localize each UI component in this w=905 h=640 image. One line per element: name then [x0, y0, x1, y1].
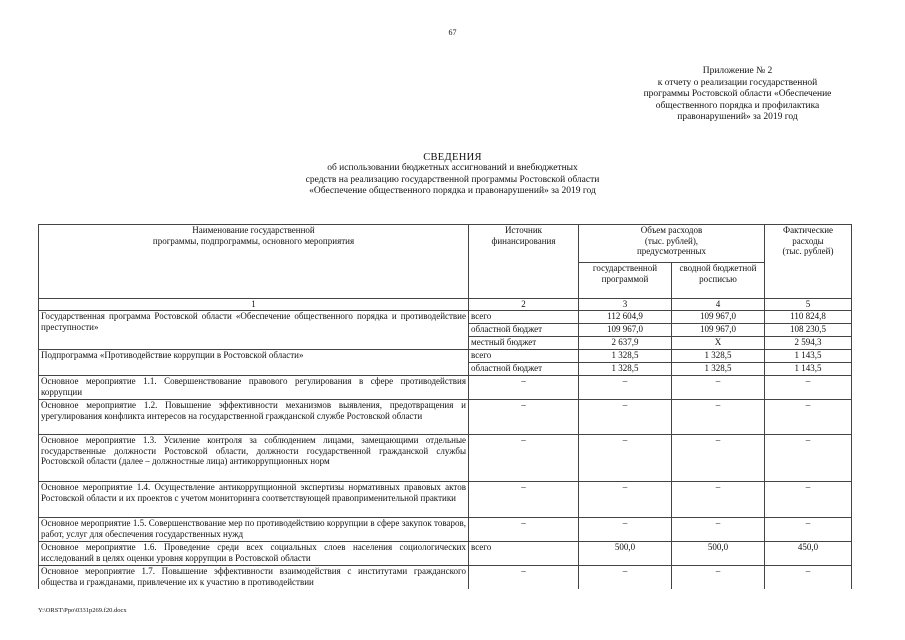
- fact-cell: 450,0: [765, 542, 852, 566]
- col-number: 3: [579, 299, 672, 311]
- title-line: средств на реализацию государственной программы Ростовской области: [305, 174, 600, 185]
- plan-cell: –: [579, 400, 672, 435]
- list-cell: 500,0: [672, 542, 765, 566]
- plan-cell: –: [579, 566, 672, 589]
- file-path-footer: Y:\ORST\Ppo\0331p269.f20.docx: [38, 607, 127, 614]
- title-line: «Обеспечение общественного порядка и правонарушений» за 2019 год: [309, 186, 596, 197]
- header-name: Наименование государственной программы, подпрограммы, основного мероприятия: [39, 225, 469, 299]
- source-cell: областной бюджет: [469, 363, 579, 376]
- source-cell: –: [469, 566, 579, 589]
- source-cell: всего: [469, 311, 579, 324]
- program-name: Государственная программа Ростовской области «Обеспечение общественного порядка и противодействие преступности»: [39, 311, 469, 350]
- document-title: [0, 152, 905, 198]
- header-state-program: государственной программой: [579, 263, 672, 299]
- measure-name: Основное мероприятие 1.3. Усиление контроля за соблюдением лицами, замещающими отдельные государственные должности Ростовской области, должности государственной гражданской службы Ростовской области (далее – должностные лица) антикоррупционных норм: [39, 435, 469, 482]
- source-cell: всего: [469, 542, 579, 566]
- plan-cell: –: [579, 518, 672, 542]
- col-number: 5: [765, 299, 852, 311]
- header-volume: Объем расходов (тыс. рублей), предусмотренных: [579, 225, 765, 263]
- source-cell: –: [469, 435, 579, 482]
- page-number: 67: [448, 28, 457, 37]
- col-number: 4: [672, 299, 765, 311]
- list-cell: Х: [672, 337, 765, 350]
- measure-name: Основное мероприятие 1.7. Повышение эффективности взаимодействия с институтами гражданского общества и гражданами, привлечение их к участию в противодействии: [39, 566, 469, 589]
- header-budget-list: сводной бюджетной росписью: [672, 263, 765, 299]
- title-heading: СВЕДЕНИЯ: [423, 152, 482, 163]
- fact-cell: 1 143,5: [765, 363, 852, 376]
- source-cell: местный бюджет: [469, 337, 579, 350]
- list-cell: 109 967,0: [672, 311, 765, 324]
- plan-cell: –: [579, 376, 672, 400]
- fact-cell: 108 230,5: [765, 324, 852, 337]
- source-cell: областной бюджет: [469, 324, 579, 337]
- list-cell: –: [672, 482, 765, 518]
- list-cell: 109 967,0: [672, 324, 765, 337]
- budget-table: [38, 224, 852, 589]
- list-cell: 1 328,5: [672, 363, 765, 376]
- source-cell: всего: [469, 350, 579, 363]
- plan-cell: 109 967,0: [579, 324, 672, 337]
- list-cell: –: [672, 376, 765, 400]
- appendix-line: к отчету о реализации государственной: [657, 77, 818, 88]
- header-source: Источник финансирования: [469, 225, 579, 299]
- appendix-line: программы Ростовской области «Обеспечение: [643, 89, 832, 100]
- fact-cell: 2 594,3: [765, 337, 852, 350]
- appendix-line: правонарушений» за 2019 год: [677, 112, 798, 123]
- plan-cell: 1 328,5: [579, 350, 672, 363]
- measure-name: Основное мероприятие 1.6. Проведение среди всех социальных слоев населения социологических исследований в целях оценки уровня коррупции в Ростовской области: [39, 542, 469, 566]
- measure-name: Основное мероприятие 1.1. Совершенствование правового регулирования в сфере противодействия коррупции: [39, 376, 469, 400]
- plan-cell: –: [579, 435, 672, 482]
- fact-cell: –: [765, 435, 852, 482]
- list-cell: –: [672, 518, 765, 542]
- plan-cell: 500,0: [579, 542, 672, 566]
- source-cell: –: [469, 400, 579, 435]
- list-cell: –: [672, 400, 765, 435]
- plan-cell: 112 604,9: [579, 311, 672, 324]
- fact-cell: 1 143,5: [765, 350, 852, 363]
- appendix-line: общественного порядка и профилактика: [655, 100, 820, 111]
- plan-cell: 1 328,5: [579, 363, 672, 376]
- fact-cell: –: [765, 376, 852, 400]
- appendix-note: [620, 66, 855, 124]
- fact-cell: –: [765, 400, 852, 435]
- measure-name: Основное мероприятие 1.2. Повышение эффективности механизмов выявления, предотвращения и урегулирования конфликта интересов на государственной гражданской службе Ростовской области: [39, 400, 469, 435]
- fact-cell: 110 824,8: [765, 311, 852, 324]
- source-cell: –: [469, 482, 579, 518]
- fact-cell: –: [765, 566, 852, 589]
- source-cell: –: [469, 376, 579, 400]
- measure-name: Основное мероприятие 1.5. Совершенствование мер по противодействию коррупции в сфере закупок товаров, работ, услуг для обеспечения государственных нужд: [39, 518, 469, 542]
- col-number: 1: [39, 299, 469, 311]
- list-cell: –: [672, 566, 765, 589]
- plan-cell: 2 637,9: [579, 337, 672, 350]
- plan-cell: –: [579, 482, 672, 518]
- fact-cell: –: [765, 518, 852, 542]
- appendix-line: Приложение № 2: [702, 66, 773, 76]
- measure-name: Основное мероприятие 1.4. Осуществление антикоррупционной экспертизы нормативных правовых актов Ростовской области и их проектов с учетом мониторинга соответствующей правоприменительной практики: [39, 482, 469, 518]
- subprogram-name: Подпрограмма «Противодействие коррупции в Ростовской области»: [39, 350, 469, 376]
- title-line: об использовании бюджетных ассигнований и внебюджетных: [327, 163, 578, 174]
- col-number: 2: [469, 299, 579, 311]
- fact-cell: –: [765, 482, 852, 518]
- list-cell: 1 328,5: [672, 350, 765, 363]
- source-cell: –: [469, 518, 579, 542]
- header-fact: Фактические расходы (тыс. рублей): [765, 225, 852, 299]
- list-cell: –: [672, 435, 765, 482]
